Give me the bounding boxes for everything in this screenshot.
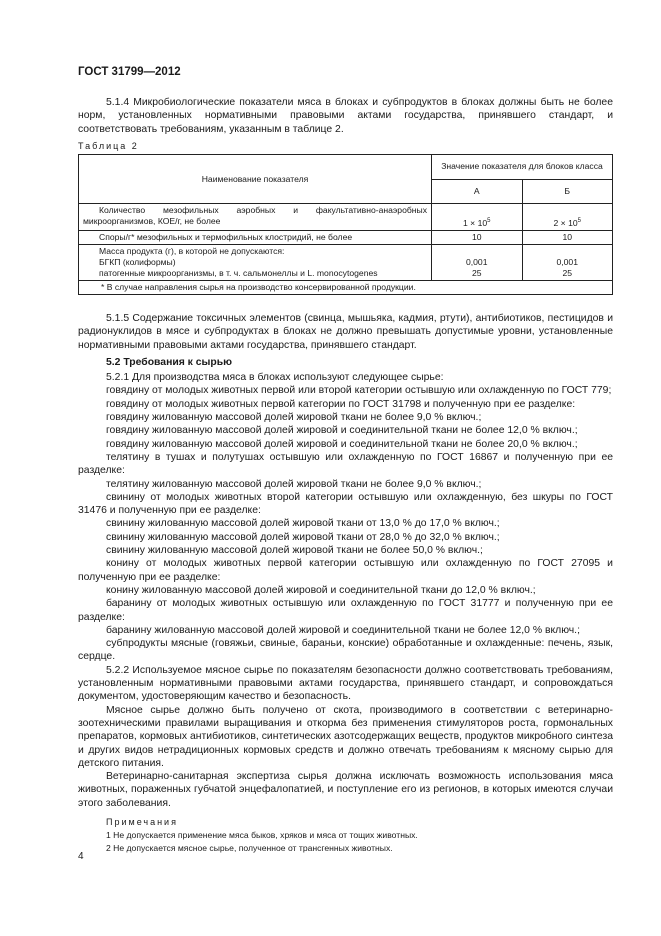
raw-material-item: говядину от молодых животных первой категории по ГОСТ 31798 и полученную при ее разделке: bbox=[106, 398, 576, 410]
raw-materials-list bbox=[78, 384, 613, 663]
paragraph-vet-inspection: Ветеринарно-санитарная экспертиза сырья должна исключать возможность использования мяса животных, пораженных губчатой энцефалопатией, и поступление его из регионов, в которых имеются случаи этого заболевания. bbox=[78, 771, 613, 809]
row3-class-a bbox=[432, 245, 523, 281]
page-number: 4 bbox=[78, 851, 84, 862]
row1-a-exp: 5 bbox=[487, 218, 491, 225]
raw-material-item: конину от молодых животных первой категории остывшую или охлажденную по ГОСТ 27095 и полученную при ее разделке: bbox=[78, 558, 613, 583]
raw-material-item: свинину жилованную массовой долей жировой ткани от 28,0 % до 32,0 % включ.; bbox=[106, 531, 500, 543]
notes-block bbox=[78, 816, 613, 854]
row3-b2: 25 bbox=[562, 268, 573, 278]
row3-line1: Масса продукта (г), в которой не допускаются: bbox=[99, 246, 285, 256]
paragraph-5-1-4: 5.1.4 Микробиологические показатели мяса в блоках и субпродуктов в блоках должны быть не более норм, установленных нормативными правовыми актами государства, принявшего стандарт, и соответствовать требованиям, указанным в таблице 2. bbox=[78, 97, 613, 135]
raw-material-item: свинину от молодых животных второй категории остывшую или охлажденную, без шкуры по ГОСТ 31476 и полученную при ее разделке: bbox=[78, 491, 613, 517]
row1-b-exp: 5 bbox=[577, 218, 581, 225]
raw-material-item: конину жилованную массовой долей жировой и соединительной ткани до 12,0 % включ.; bbox=[106, 584, 536, 596]
row1-class-a bbox=[432, 204, 523, 231]
row1-name: Количество мезофильных аэробных и факультативно-анаэробных микроорганизмов, КОЕ/г, не более bbox=[79, 204, 432, 231]
table-2 bbox=[78, 154, 613, 295]
raw-material-item: говядину жилованную массовой долей жировой и соединительной ткани не более 20,0 % включ.; bbox=[106, 438, 578, 450]
row1-class-b bbox=[522, 204, 613, 231]
raw-material-item: телятину жилованную массовой долей жировой ткани не более 9,0 % включ.; bbox=[106, 478, 482, 490]
raw-material-item: свинину жилованную массовой долей жировой ткани не более 50,0 % включ.; bbox=[106, 545, 483, 557]
raw-material-item: телятину в тушах и полутушах остывшую или охлажденную по ГОСТ 16867 и полученную при ее разделке: bbox=[78, 451, 613, 477]
document-header: ГОСТ 31799—2012 bbox=[78, 66, 181, 78]
raw-material-item: говядину жилованную массовой долей жировой и соединительной ткани не более 12,0 % включ.; bbox=[106, 425, 578, 437]
header-value-group: Значение показателя для блоков класса bbox=[432, 155, 613, 180]
paragraph-5-2-2: 5.2.2 Используемое мясное сырье по показателям безопасности должно соответствовать требованиям, установленным нормативными правовыми актами государства, принявшего стандарт, и сопровождаться документом, удостоверяющим качество и безопасность. bbox=[78, 664, 613, 703]
paragraph-5-1-5: 5.1.5 Содержание токсичных элементов (свинца, мышьяка, кадмия, ртути), антибиотиков, пестицидов и радионуклидов в мясе и субпродуктах в блоках не должно превышать допустимые уровни, установленные нормативными правовыми актами государства, принявшего стандарт. bbox=[78, 313, 613, 351]
note-2: 2 Не допускается мясное сырье, полученное от трансгенных животных. bbox=[106, 842, 393, 853]
table-footnote: * В случае направления сырья на производство консервированной продукции. bbox=[79, 281, 613, 295]
header-indicator-name: Наименование показателя bbox=[79, 155, 432, 204]
row3-a1: 0,001 bbox=[465, 257, 488, 267]
row3-b1: 0,001 bbox=[556, 257, 578, 267]
table-row-mesophilic bbox=[79, 204, 613, 231]
row1-b-base: 2 × 10 bbox=[553, 218, 578, 228]
table-caption-text: Таблица 2 bbox=[78, 141, 139, 151]
row3-class-b bbox=[522, 245, 613, 281]
row2-name: Споры/г* мезофильных и термофильных клостридий, не более bbox=[79, 231, 432, 245]
row3-name bbox=[79, 245, 432, 281]
raw-material-item: говядину жилованную массовой долей жировой ткани не более 9,0 % включ.; bbox=[106, 412, 482, 424]
row3-line2: БГКП (колиформы) bbox=[99, 257, 176, 267]
paragraph-5-2-1: 5.2.1 Для производства мяса в блоках используют следующее сырье: bbox=[106, 372, 444, 384]
paragraph-cattle-origin: Мясное сырье должно быть получено от скота, производимого в соответствии с ветеринарно-зоотехническими правилами выращивания и откорма без применения стимуляторов роста, гормональных препаратов, кормовых антибиотиков, синтетических азотсодержащих веществ, продуктов микробного синтеза и других видов нетрадиционных кормовых средств и должно отвечать требованиям к мясному сырью для детского питания. bbox=[78, 704, 613, 769]
raw-material-item: субпродукты мясные (говяжьи, свиные, бараньи, конские) обработанные и охлажденные: печень, язык, сердце. bbox=[78, 638, 613, 663]
row3-line3: патогенные микроорганизмы, в т. ч. сальмонеллы и L. monocytogenes bbox=[99, 268, 378, 278]
header-class-b: Б bbox=[522, 179, 613, 204]
table-row-mass bbox=[79, 245, 613, 281]
indicators-table bbox=[78, 154, 613, 295]
notes-heading: Примечания bbox=[106, 816, 178, 827]
table-footnote-row bbox=[79, 281, 613, 295]
raw-material-item: баранину от молодых животных остывшую или охлажденную по ГОСТ 31777 и полученную при ее разделке: bbox=[78, 598, 613, 623]
row2-class-a: 10 bbox=[432, 231, 523, 245]
section-5-2-heading: 5.2 Требования к сырью bbox=[106, 356, 233, 368]
row2-class-b: 10 bbox=[522, 231, 613, 245]
table-row-spores bbox=[79, 231, 613, 245]
header-class-a: А bbox=[432, 179, 523, 204]
section-5-1-4 bbox=[78, 96, 613, 136]
raw-material-item: говядину от молодых животных первой или второй категории остывшую или охлажденную по ГОСТ 779; bbox=[106, 385, 612, 397]
row3-a2: 25 bbox=[471, 268, 482, 278]
row1-a-base: 1 × 10 bbox=[463, 218, 488, 228]
note-1: 1 Не допускается применение мяса быков, хряков и мяса от тощих животных. bbox=[106, 830, 418, 841]
table-caption bbox=[78, 141, 613, 151]
section-5-1-5 bbox=[78, 312, 613, 854]
raw-material-item: свинину жилованную массовой долей жировой ткани от 13,0 % до 17,0 % включ.; bbox=[106, 518, 500, 530]
table-header-row bbox=[79, 155, 613, 180]
raw-material-item: баранину жилованную массовой долей жировой и соединительной ткани не более 12,0 % включ.; bbox=[106, 624, 580, 636]
